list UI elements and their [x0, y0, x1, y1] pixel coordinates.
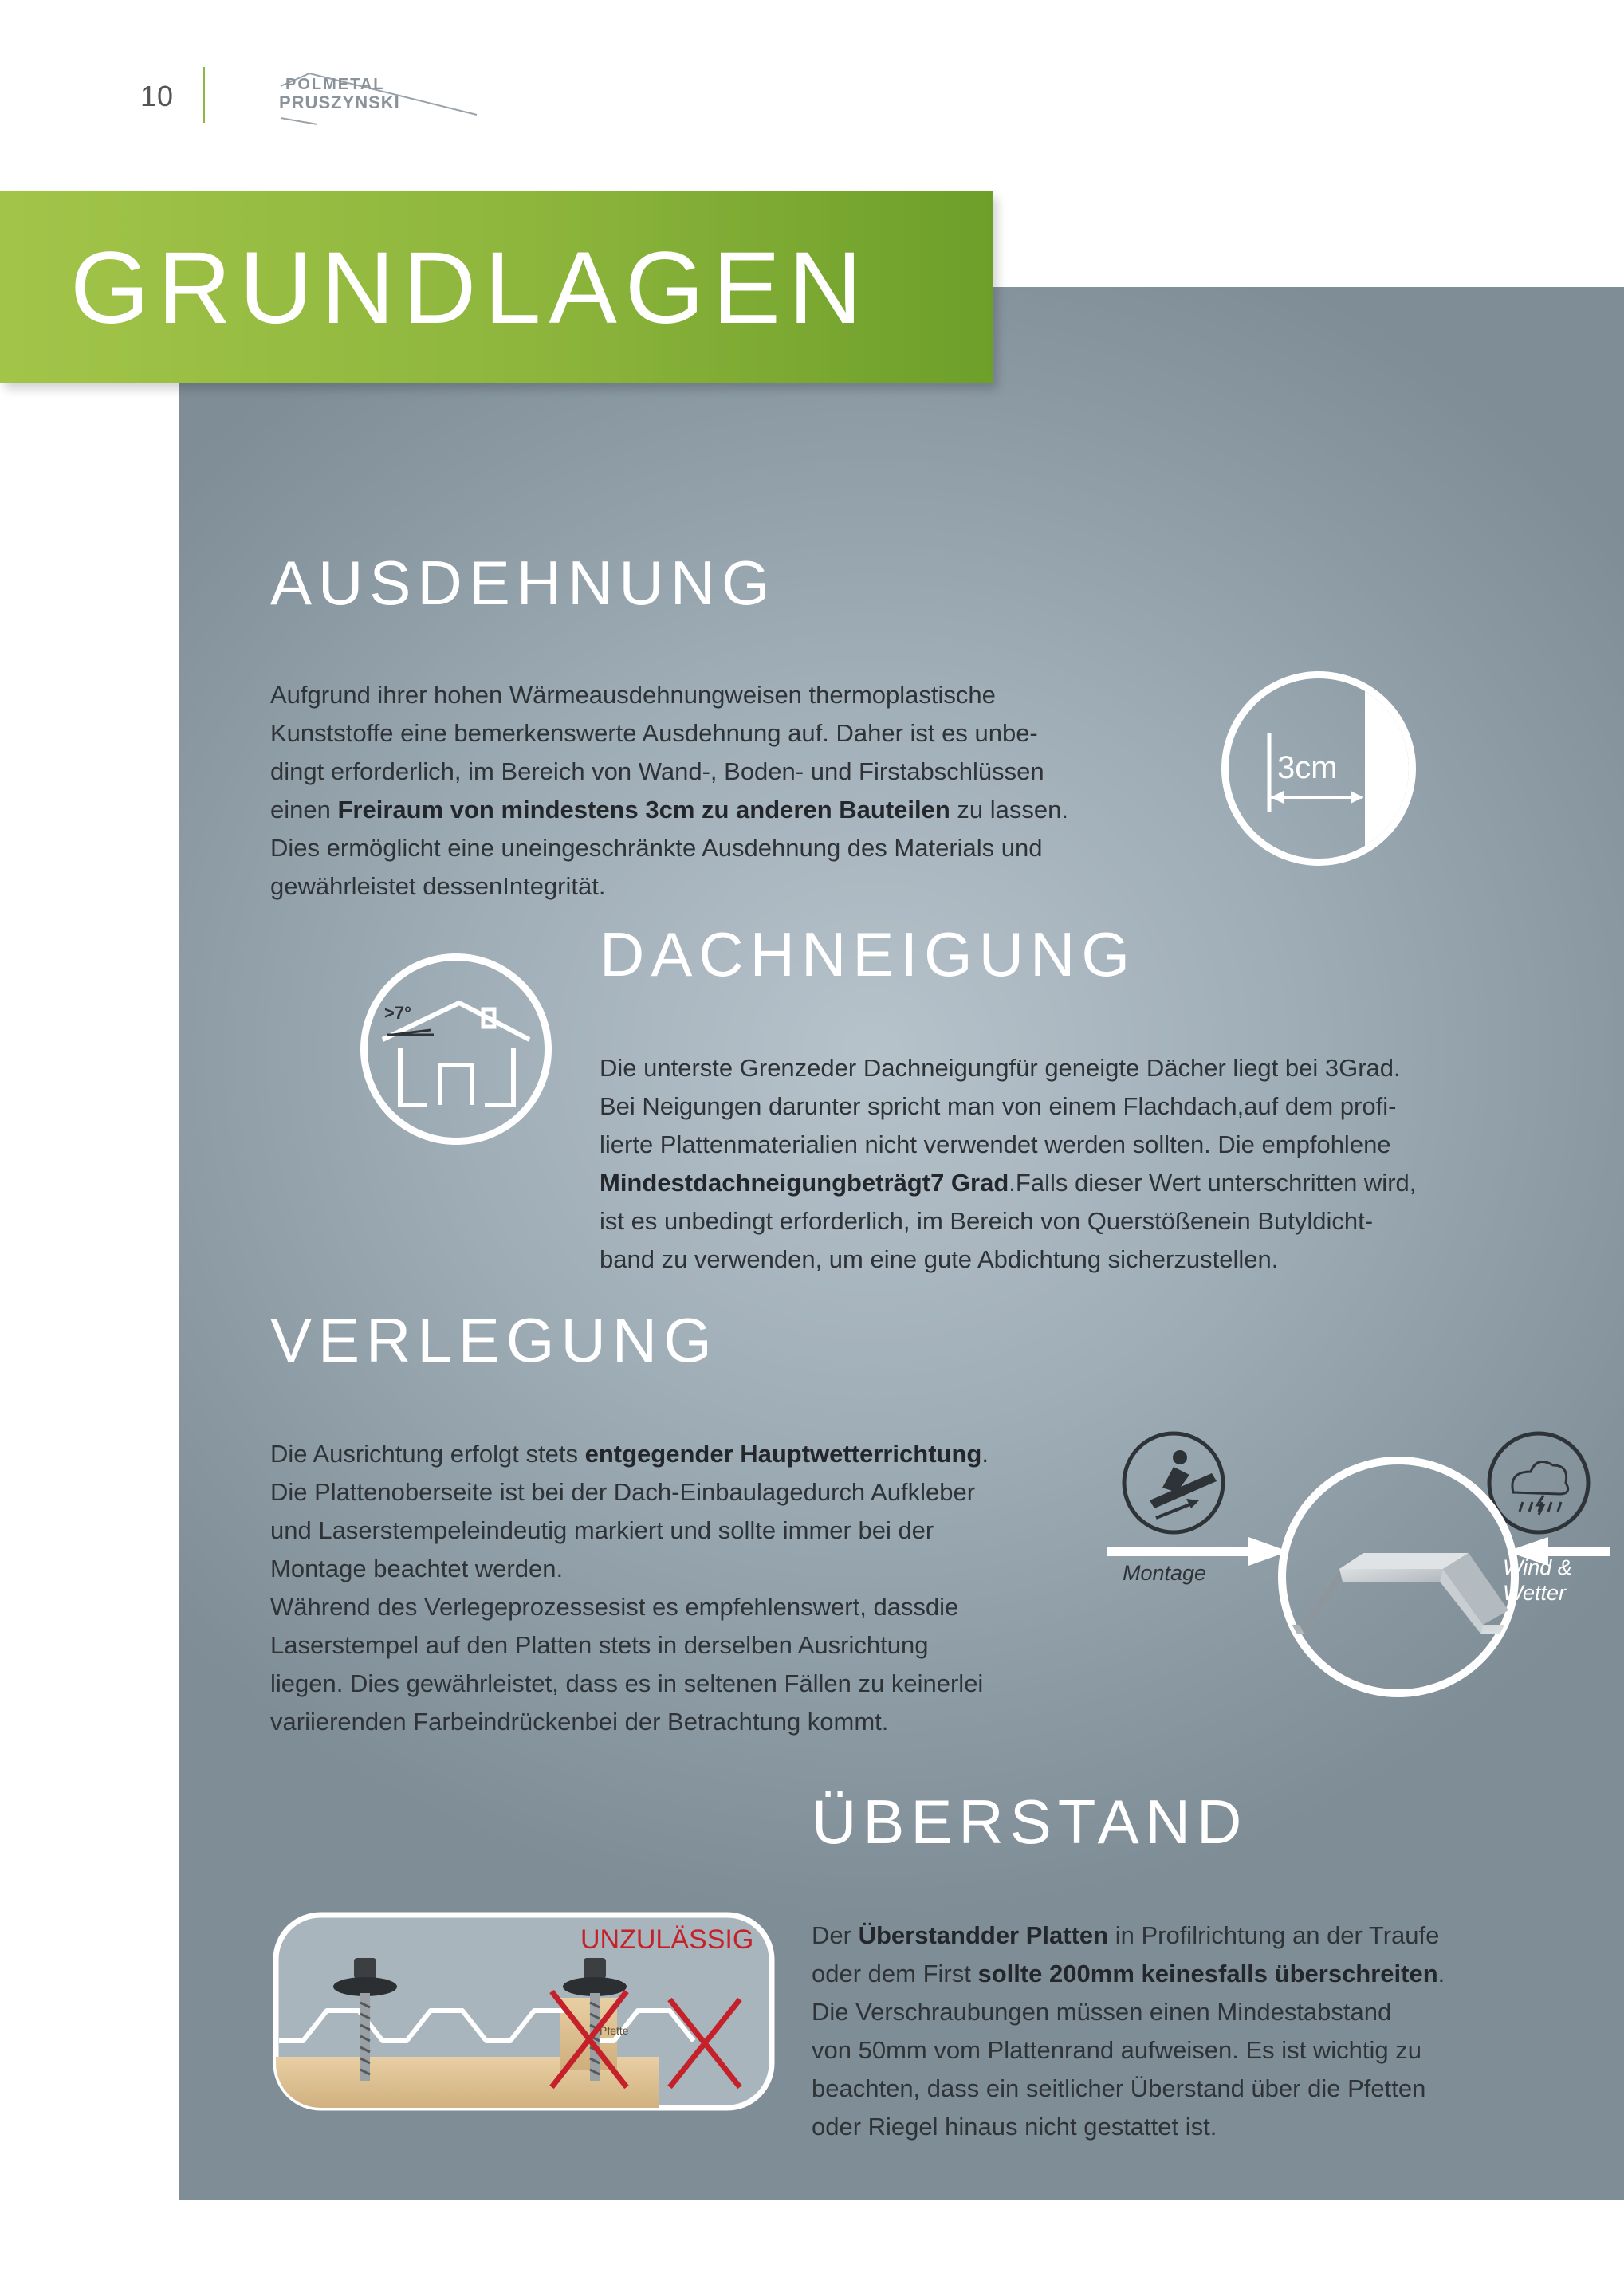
logo-line2: PRUSZYNSKI — [279, 92, 400, 112]
label-wind-line1: Wind & — [1503, 1555, 1572, 1579]
label-pfette: Pfette — [600, 2024, 629, 2037]
paragraph-line: lierte Plattenmaterialien nicht verwendet werden sollten. Die empfohlene — [600, 1130, 1391, 1158]
paragraph-dachneigung — [600, 1049, 1596, 1279]
paragraph-line: ist es unbedingt erforderlich, im Bereich von Querstößenein Butyldicht- — [600, 1207, 1374, 1235]
paragraph-line: liegen. Dies gewährleistet, dass es in seltenen Fällen zu keinerlei — [270, 1669, 984, 1697]
header-divider — [203, 67, 205, 123]
paragraph-line: Die Ausrichtung erfolgt stets entgegender Hauptwetterrichtung. — [270, 1440, 989, 1468]
paragraph-line: beachten, dass ein seitlicher Überstand über die Pfetten — [812, 2074, 1426, 2102]
paragraph-ueberstand — [812, 1917, 1609, 2146]
bold-emphasis: Mindestdachneigungbeträgt7 Grad — [600, 1169, 1009, 1197]
paragraph-line: oder Riegel hinaus nicht gestattet ist. — [812, 2113, 1217, 2141]
paragraph-line: Die Plattenoberseite ist bei der Dach-Einbaulagedurch Aufkleber — [270, 1478, 976, 1506]
pitch-label: >7° — [384, 1003, 411, 1023]
paragraph-line: und Laserstempeleindeutig markiert und sollte immer bei der — [270, 1516, 934, 1544]
page-number: 10 — [140, 80, 175, 112]
paragraph-verlegung — [270, 1435, 1099, 1741]
paragraph-line: Aufgrund ihrer hohen Wärmeausdehnungweisen thermoplastische — [270, 681, 996, 709]
label-wind-line2: Wetter — [1503, 1581, 1567, 1605]
paragraph-line: Kunststoffe eine bemerkenswerte Ausdehnung auf. Daher ist es unbe- — [270, 719, 1038, 747]
gap-label: 3cm — [1277, 750, 1338, 785]
paragraph-line: Während des Verlegeprozessesist es empfehlenswert, dassdie — [270, 1593, 959, 1621]
paragraph-line: band zu verwenden, um eine gute Abdichtung sicherzustellen. — [600, 1245, 1279, 1273]
paragraph-line: Der Überstandder Platten in Profilrichtung an der Traufe — [812, 1921, 1440, 1949]
paragraph-line: oder dem First sollte 200mm keinesfalls überschreiten. — [812, 1960, 1445, 1987]
paragraph-line: Die unterste Grenzeder Dachneigungfür geneigte Dächer liegt bei 3Grad. — [600, 1054, 1401, 1082]
section-title-ausdehnung: AUSDEHNUNG — [270, 548, 777, 618]
page-title: GRUNDLAGEN — [70, 231, 871, 345]
bold-emphasis: sollte 200mm keinesfalls überschreiten — [977, 1960, 1438, 1987]
paragraph-line: einen Freiraum von mindestens 3cm zu anderen Bauteilen zu lassen. — [270, 796, 1068, 824]
bold-emphasis: entgegender Hauptwetterrichtung — [584, 1440, 982, 1468]
paragraph-line: variierenden Farbeindrückenbei der Betrachtung kommt. — [270, 1708, 889, 1736]
paragraph-line: Mindestdachneigungbeträgt7 Grad.Falls dieser Wert unterschritten wird, — [600, 1169, 1417, 1197]
paragraph-line: Die Verschraubungen müssen einen Mindestabstand — [812, 1998, 1392, 2026]
paragraph-line: Dies ermöglicht eine uneingeschränkte Ausdehnung des Materials und — [270, 834, 1043, 862]
bold-emphasis: Freiraum von mindestens 3cm zu anderen Bauteilen — [337, 796, 950, 824]
paragraph-line: Laserstempel auf den Platten stets in derselben Ausrichtung — [270, 1631, 929, 1659]
label-wind-weather — [1503, 1555, 1622, 1606]
expansion-gap-drawing — [1221, 671, 1416, 866]
section-title-ueberstand: ÜBERSTAND — [812, 1787, 1248, 1857]
section-title-dachneigung: DACHNEIGUNG — [600, 919, 1137, 989]
label-montage: Montage — [1123, 1561, 1207, 1585]
paragraph-ausdehnung — [270, 676, 1147, 906]
section-title-verlegung: VERLEGUNG — [270, 1305, 718, 1375]
paragraph-line: Montage beachtet werden. — [270, 1555, 564, 1582]
paragraph-line: Bei Neigungen darunter spricht man von einem Flachdach,auf dem profi- — [600, 1092, 1397, 1120]
label-unzulaessig: UNZULÄSSIG — [580, 1924, 754, 1955]
roof-pitch-drawing — [360, 953, 552, 1145]
company-logo — [269, 70, 485, 126]
bold-emphasis: Überstandder Platten — [858, 1921, 1109, 1949]
paragraph-line: von 50mm vom Plattenrand aufweisen. Es ist wichtig zu — [812, 2036, 1422, 2064]
paragraph-line: gewährleistet dessenIntegrität. — [270, 872, 606, 900]
logo-line1: POLMETAL — [285, 76, 385, 93]
paragraph-line: dingt erforderlich, im Bereich von Wand-, Boden- und Firstabschlüssen — [270, 757, 1044, 785]
weather-icon — [1489, 1433, 1588, 1532]
